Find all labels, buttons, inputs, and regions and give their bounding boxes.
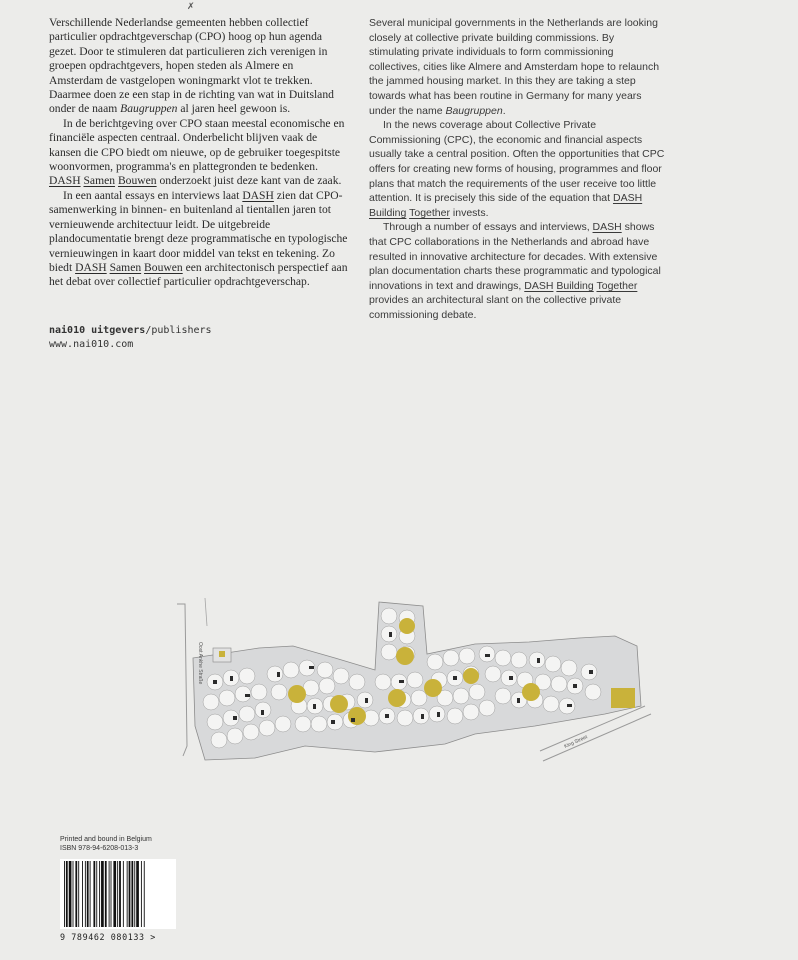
- barcode-digits: 9 789462 080133 >: [60, 932, 156, 942]
- barcode-bar: [136, 861, 139, 927]
- barcode-bar: [93, 861, 95, 927]
- street-label-left: Oost Ankhe Straße: [197, 642, 203, 685]
- barcode-area: [60, 859, 176, 929]
- barcode-bar: [105, 861, 107, 927]
- barcode-bar: [85, 861, 86, 927]
- barcode-bar: [129, 861, 131, 927]
- barcode-bar: [113, 861, 116, 927]
- isbn-text: ISBN 978-94-6208-013-3: [60, 845, 139, 852]
- barcode-bar: [99, 861, 100, 927]
- barcode-bar: [123, 861, 124, 927]
- street-label-right: King Street: [563, 734, 589, 750]
- english-paragraph-3: Through a number of essays and interviews, DASH shows that CPC collaborations in the Netherlands and abroad have resulted in innovative architecture for decades. With extensive plan documentation charts these programmatic and typological innovations in text and drawings, DASH Building Together provides an architectural slant on the collective private commissioning debate.: [369, 221, 661, 321]
- dutch-blurb: [49, 16, 349, 290]
- barcode-bar: [73, 861, 74, 927]
- barcode-bars: [60, 859, 176, 929]
- english-paragraph-1: Several municipal governments in the Netherlands are looking closely at collective private building commissions. By stimulating private individuals to form commissioning collectives, cities like Almere and Amsterdam hope to relaunch the jammed housing market. In this they are taking a step towards what has been routine in Germany for many years under the name Baugruppen.: [369, 17, 660, 117]
- site-plan-map: [175, 596, 653, 796]
- dutch-paragraph-1: Verschillende Nederlandse gemeenten hebben collectief particulier opdrachtgeverschap (CPO) hoog op hun agenda gezet. Door te stimuleren dat particulieren zich verenigen in groepen opdrachtgevers, hopen steden als Almere en Amsterdam de vastgelopen woningmarkt vlot te trekken. Daarmee doen ze een stap in de richting van wat in Duitsland onder de naam Baugruppen al jaren heel gewoon is.: [49, 16, 334, 116]
- barcode-bar: [78, 861, 79, 927]
- publisher-info: [49, 324, 212, 352]
- barcode-bar: [69, 861, 72, 927]
- barcode-bar: [141, 861, 142, 927]
- publisher-name: nai010 uitgevers: [49, 325, 146, 336]
- printed-note: Printed and bound in Belgium: [60, 836, 152, 843]
- barcode-bar: [66, 861, 68, 927]
- publisher-suffix: /publishers: [145, 325, 212, 336]
- english-paragraph-2: In the news coverage about Collective Private Commissioning (CPC), the economic and financial aspects usually take a central position. Often the opportunities that CPC offers for creating new forms of housing, programmes and floor plans that match the requirements of the user receive too little attention. It is precisely this side of the equation that DASH Building Together invests.: [369, 119, 665, 219]
- barcode-bar: [87, 861, 89, 927]
- barcode-bar: [131, 861, 133, 927]
- barcode-block: [60, 835, 176, 945]
- barcode-bar: [90, 861, 91, 927]
- barcode-bar: [117, 861, 118, 927]
- barcode-bar: [119, 861, 121, 927]
- barcode-bar: [64, 861, 65, 927]
- ornament-mark: ✗: [187, 2, 195, 12]
- barcode-bar: [96, 861, 97, 927]
- barcode-bar: [134, 861, 135, 927]
- english-blurb: [369, 16, 665, 322]
- barcode-bar: [111, 861, 112, 927]
- dutch-paragraph-3: In een aantal essays en interviews laat DASH zien dat CPO-samenwerking in binnen- en buitenland al tientallen jaren tot vernieuwende architectuur leidt. De uitgebreide plandocumentatie brengt deze programmatische en typologische vernieuwingen in kaart door middel van tekst en tekening. Zo biedt DASH Samen Bouwen een architectonisch perspectief aan het debat over collectief particulier opdrachtgeverschap.: [49, 188, 348, 289]
- publisher-url: www.nai010.com: [49, 339, 134, 350]
- barcode-bar: [127, 861, 128, 927]
- barcode-bar: [109, 861, 110, 927]
- barcode-bar: [144, 861, 145, 927]
- dutch-paragraph-2: In de berichtgeving over CPO staan meestal economische en financiële aspecten centraal. Onderbelicht blijven vaak de kansen die CPO biedt om nieuwe, op de gebruiker toegespitste woonvormen, programma's en plattegronden te bedenken. DASH Samen Bouwen onderzoekt juist deze kant van de zaak.: [49, 116, 345, 188]
- barcode-bar: [82, 861, 83, 927]
- barcode-bar: [75, 861, 77, 927]
- barcode-bar: [101, 861, 104, 927]
